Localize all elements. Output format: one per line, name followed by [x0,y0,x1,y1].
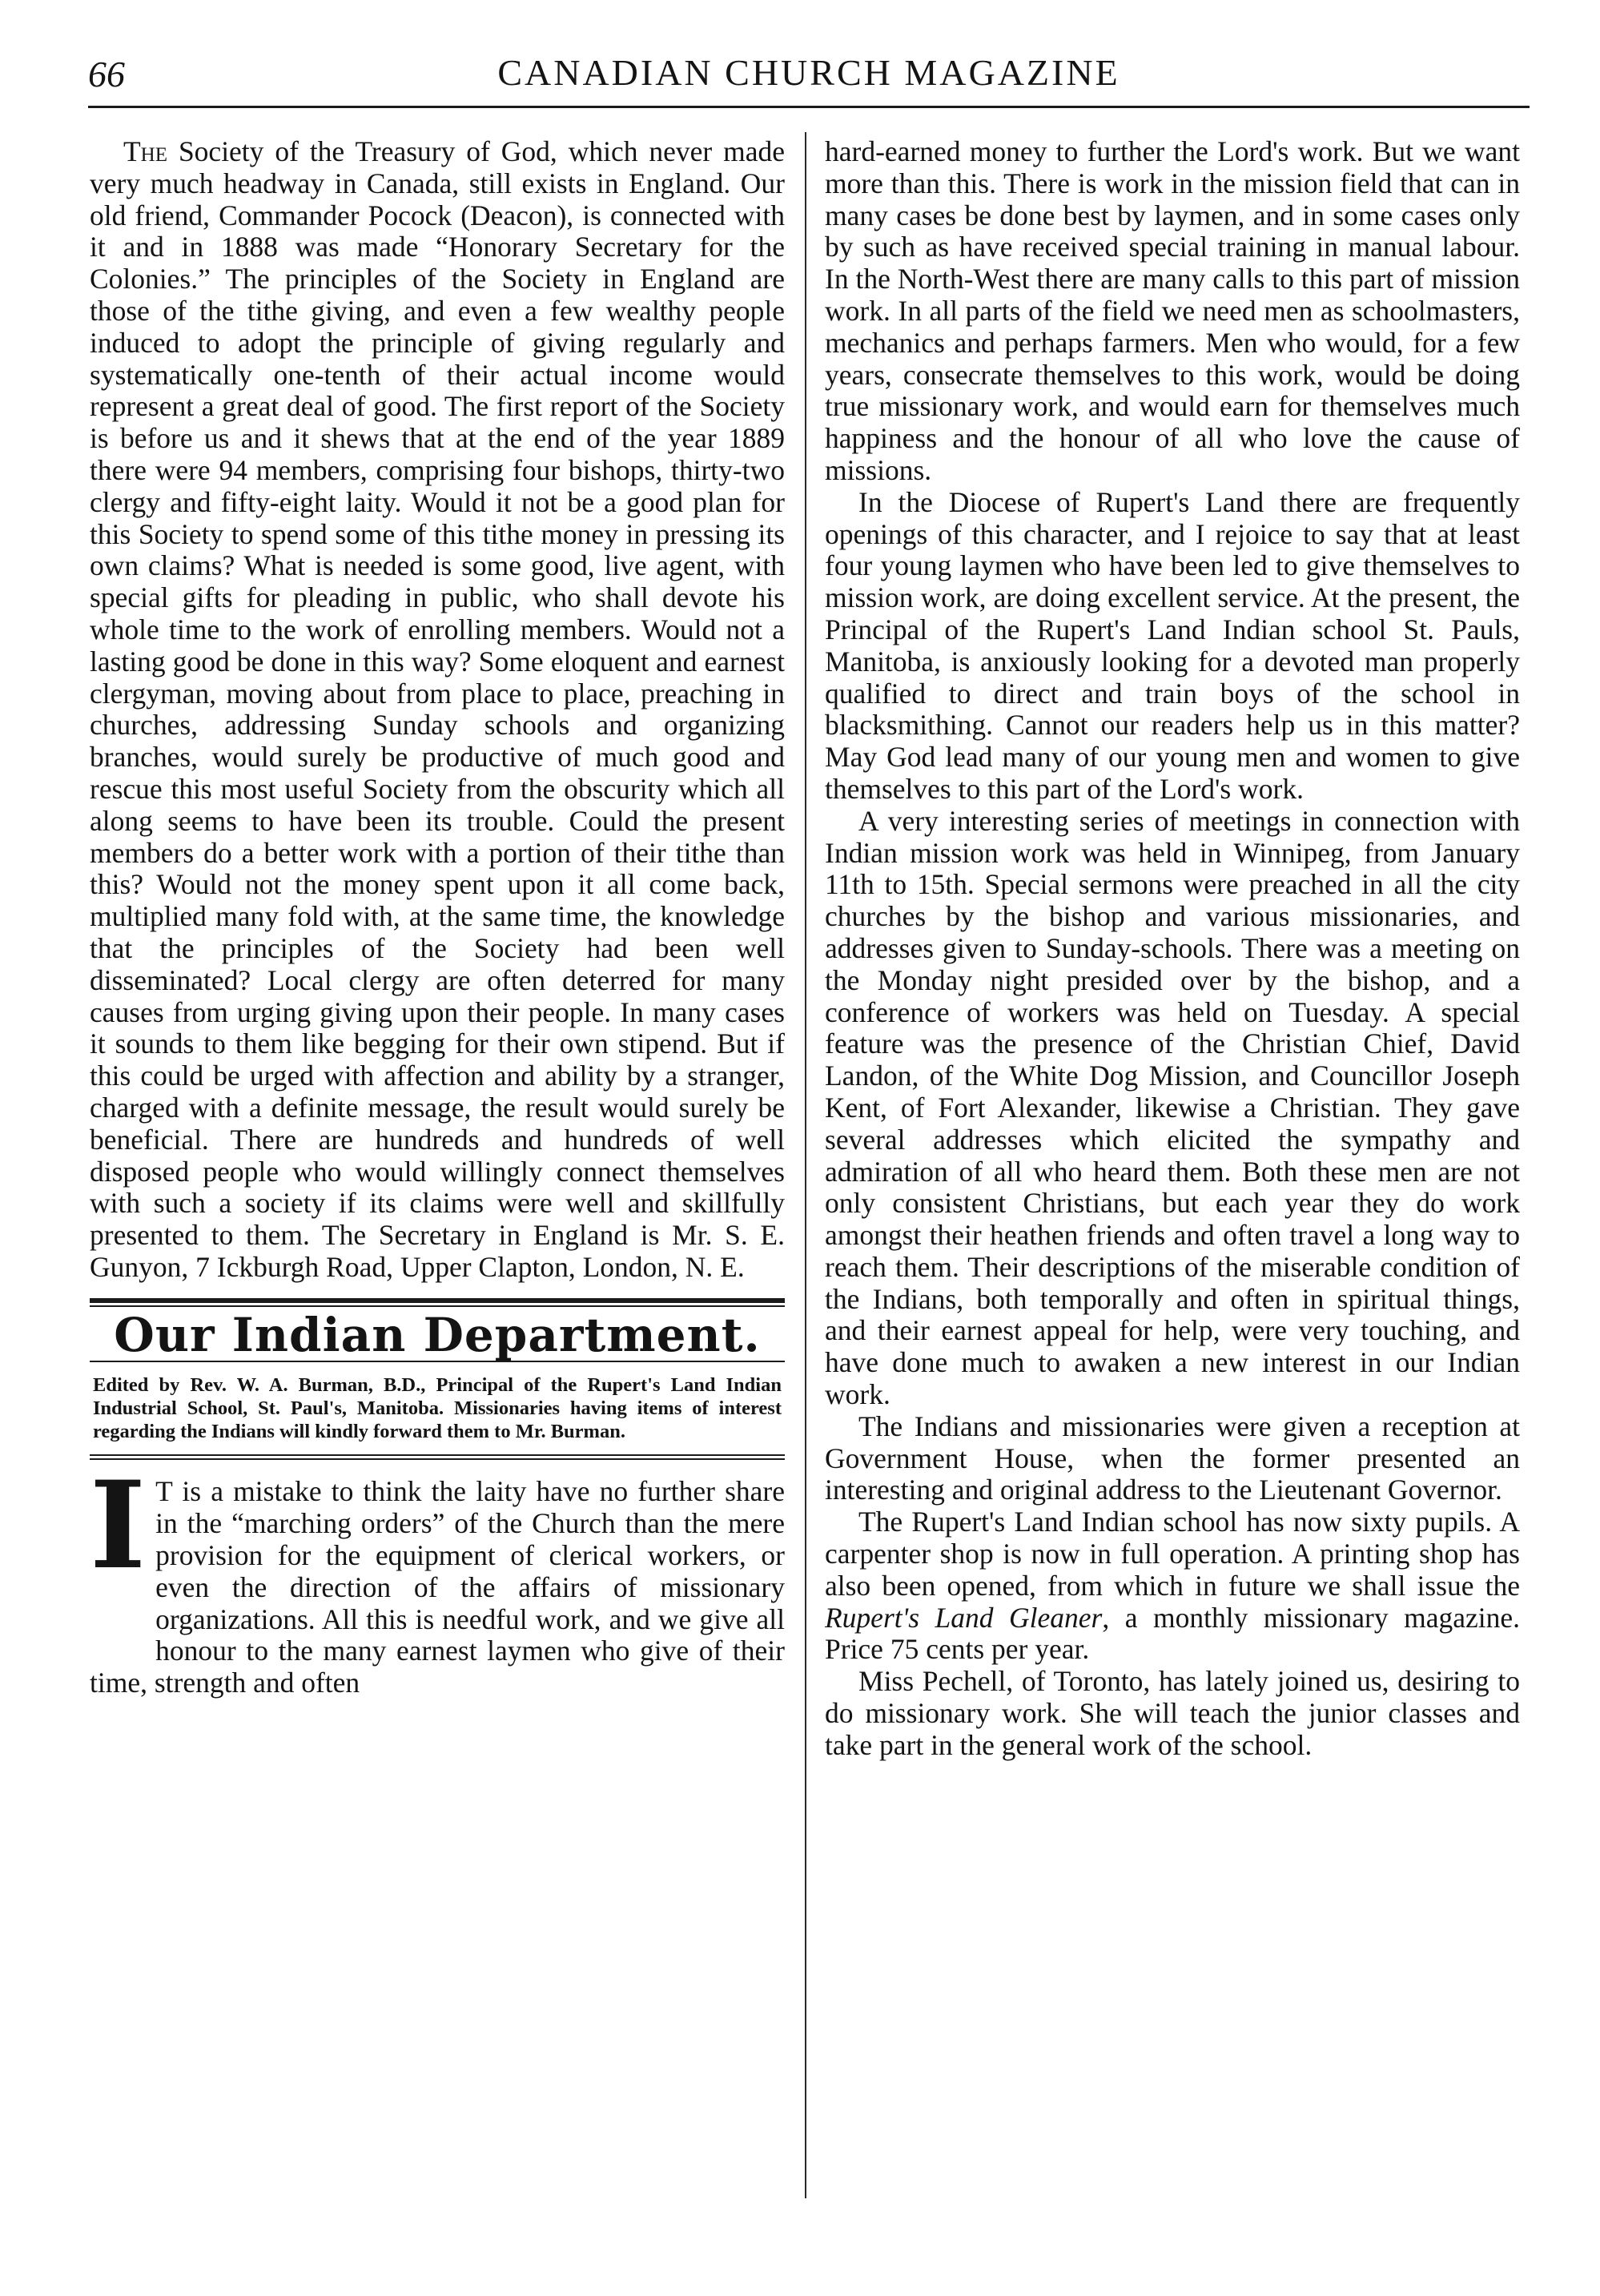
drop-cap: I [90,1455,147,1597]
right-column [825,136,1520,1762]
winnipeg-meetings-paragraph: A very interesting series of meetings in connection with Indian mission work was held in Winnipeg, from January 11th to 15th. Special sermons were preached in all the city churches by the bishop and various missionaries, and addresses given to Sunday-schools. There was a meeting on the Monday night presided over by the bishop, and a conference of workers was held on Tuesday. A special feature was the presence of the Christian Chief, David Landon, of the White Dog Mission, and Councillor Joseph Kent, of Fort Alexander, likewise a Christian. They gave several addresses which elicited the sympathy and admiration of all who heard them. Both these men are not only consistent Christians, but each year they do work amongst their heathen friends and often travel a long way to reach them. Their descriptions of the miserable condition of the Indians, both temporally and often in spiritual things, and their earnest appeal for help, were very touching, and have done much to awaken a new interest in our Indian work. [825,804,1520,1411]
column-divider [805,132,806,2198]
paragraph-lead-word: The [123,135,168,167]
treasury-society-paragraph [90,136,785,1284]
indian-school-paragraph [825,1506,1520,1666]
diocese-paragraph: In the Diocese of Rupert's Land there are frequently openings of this character, and I rejoice to say that at least four young laymen who have been led to give themselves to mission work, are doing excellent service. At the present, the Principal of the Rupert's Land Indian school St. Pauls, Manitoba, is anxiously looking for a devoted man properly qualified to direct and train boys of the school in blacksmithing. Cannot our readers help us in this matter? May God lead many of our young men and women to give themselves to this part of the Lord's work. [825,485,1520,805]
header-rule [88,106,1530,108]
page-header [88,50,1530,106]
miss-pechell-paragraph: Miss Pechell, of Toronto, has lately joined us, desiring to do missionary work. She will teach the junior classes and take part in the general work of the school. [825,1665,1520,1761]
treasury-society-text: Society of the Treasury of God, which never made very much headway in Canada, still exists in England. Our old friend, Commander Pocock (Deacon), is connected with it and in 1888 was made “Honorary Secretary for the Colonies.” The principles of the Society in England are those of the tithe giving, and even a few wealthy people induced to adopt the principle of giving regularly and systematically one-tenth of their actual income would represent a great deal of good. The first report of the Society is before us and it shews that at the end of the year 1889 there were 94 members, comprising four bishops, thirty-two clergy and fifty-eight laity. Would it not be a good plan for this Society to spend some of this tithe money in pressing its own claims? What is needed is some good, live agent, with special gifts for pleading in public, who shall devote his whole time to the work of enrolling members. Would not a lasting good be done in this way? Some eloquent and earnest clergyman, moving about from place to place, preaching in churches, addressing Sunday schools and organizing branches, would surely be productive of much good and rescue this most useful Society from the obscurity which all along seems to have been its trouble. Could the present members do a better work with a portion of their tithe than this? Would not the money spent upon it all come back, multiplied many fold with, at the same time, the knowledge that the principles of the Society had been well disseminated? Local clergy are often deterred for many causes from urging giving upon their people. In many cases it sounds to them like begging for their own stipend. But if this could be urged with affection and ability by a stranger, charged with a definite message, the result would surely be beneficial. There are hundreds and hundreds of well disposed people who would willingly connect themselves with such a society if its claims were well and skillfully presented to them. The Secretary in England is Mr. S. E. Gunyon, 7 Ickburgh Road, Upper Clapton, London, N. E. [90,135,785,1283]
gleaner-title: Rupert's Land Gleaner [825,1601,1103,1634]
department-rule-top [90,1298,785,1307]
laity-text: T is a mistake to think the laity have no further share in the “marching orders” of the Church than the mere provision for the equipment of clerical workers, or even the direction of the affairs of missionary organizations. All this is needful work, and we give all honour to the many earnest laymen who give of their time, strength and often [90,1475,785,1699]
laity-paragraph [90,1455,785,1699]
indian-school-text: The Rupert's Land Indian school has now sixty pupils. A carpenter shop is now in full operation. A printing shop has also been opened, from which in future we shall issue the [825,1506,1520,1602]
left-column [90,136,785,1699]
magazine-title: CANADIAN CHURCH MAGAZINE [497,52,1120,93]
page-number: 66 [88,54,125,94]
indian-school-text-end: , a monthly missionary magazine. Price 75 cents per year. [825,1601,1520,1666]
editor-note: Edited by Rev. W. A. Burman, B.D., Principal of the Rupert's Land Indian Industrial School, St. Paul's, Manitoba. Missionaries having items of interest regarding the Indians will kindly forward them to Mr. Burman. [93,1374,782,1443]
government-house-paragraph: The Indians and missionaries were given a reception at Government House, when the former presented an interesting and original address to the Lieutenant Governor. [825,1409,1520,1506]
continued-paragraph: hard-earned money to further the Lord's work. But we want more than this. There is work in the mission field that can in many cases be done best by laymen, and in some cases only by such as have received special training in manual labour. In the North-West there are many calls to this part of mission work. In all parts of the field we need men as schoolmasters, mechanics and perhaps farmers. Men who would, for a few years, consecrate themselves to this work, would be doing true missionary work, and would earn for themselves much happiness and the honour of all who love the cause of missions. [825,135,1520,486]
department-rule-bottom [90,1454,785,1460]
department-title: Our Indian Department. [114,1307,761,1362]
